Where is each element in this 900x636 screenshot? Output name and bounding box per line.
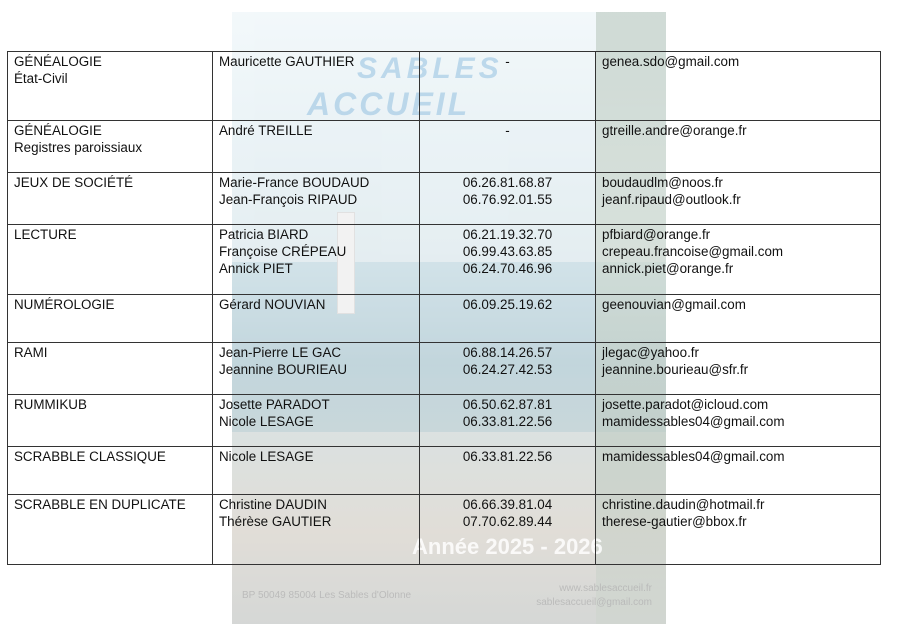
phone-number: 06.50.62.87.81 bbox=[462, 397, 553, 412]
activity-line: GÉNÉALOGIE bbox=[14, 123, 102, 138]
phone-number: 07.70.62.89.44 bbox=[462, 514, 553, 529]
phone-number: 06.76.92.01.55 bbox=[462, 192, 553, 207]
phone-number: 06.21.19.32.70 bbox=[462, 227, 553, 242]
phones-cell bbox=[420, 295, 596, 343]
emails-cell bbox=[596, 173, 881, 225]
phone-number: 06.99.43.63.85 bbox=[462, 244, 553, 259]
emails-cell bbox=[596, 225, 881, 295]
phone-number: 06.88.14.26.57 bbox=[462, 345, 553, 360]
contact-name: Mauricette GAUTHIER bbox=[219, 54, 355, 69]
activity-cell bbox=[8, 52, 213, 121]
activity-cell bbox=[8, 295, 213, 343]
contact-name: Thérèse GAUTIER bbox=[219, 514, 332, 529]
activities-table-body bbox=[8, 52, 881, 565]
contact-name: Patricia BIARD bbox=[219, 227, 309, 242]
phones-cell bbox=[420, 225, 596, 295]
poster-website: www.sablesaccueil.fr bbox=[559, 583, 652, 594]
table-row bbox=[8, 52, 881, 121]
phone-number: 06.33.81.22.56 bbox=[462, 449, 553, 464]
phone-number: 06.66.39.81.04 bbox=[462, 497, 553, 512]
table-row bbox=[8, 295, 881, 343]
activity-cell bbox=[8, 343, 213, 395]
poster-contact bbox=[536, 582, 652, 610]
emails-cell bbox=[596, 295, 881, 343]
phone-number: 06.24.70.46.96 bbox=[462, 261, 553, 276]
poster-email: sablesaccueil@gmail.com bbox=[536, 597, 652, 608]
contact-name: Josette PARADOT bbox=[219, 397, 330, 412]
activities-table bbox=[7, 51, 881, 565]
table-row bbox=[8, 121, 881, 173]
emails-cell bbox=[596, 52, 881, 121]
contact-name: Jean-François RIPAUD bbox=[219, 192, 358, 207]
table-row bbox=[8, 495, 881, 565]
email-address: boudaudlm@noos.fr bbox=[602, 175, 723, 190]
activity-cell bbox=[8, 121, 213, 173]
activity-cell bbox=[8, 225, 213, 295]
phone-number: 06.09.25.19.62 bbox=[462, 297, 553, 312]
activity-line: SCRABBLE CLASSIQUE bbox=[14, 449, 166, 464]
phones-cell bbox=[420, 121, 596, 173]
names-cell bbox=[213, 447, 420, 495]
table-row bbox=[8, 225, 881, 295]
activity-line: Registres paroissiaux bbox=[14, 140, 143, 155]
logo-text-top: SABLES bbox=[357, 52, 503, 85]
email-address: crepeau.francoise@gmail.com bbox=[602, 244, 784, 259]
activity-line: JEUX DE SOCIÉTÉ bbox=[14, 175, 134, 190]
email-address: gtreille.andre@orange.fr bbox=[602, 123, 747, 138]
phone-number: 06.24.27.42.53 bbox=[462, 362, 553, 377]
names-cell bbox=[213, 52, 420, 121]
activity-line: État-Civil bbox=[14, 71, 68, 86]
phone-number: 06.26.81.68.87 bbox=[462, 175, 553, 190]
email-address: josette.paradot@icloud.com bbox=[602, 397, 769, 412]
email-address: jeannine.bourieau@sfr.fr bbox=[602, 362, 749, 377]
email-address: geenouvian@gmail.com bbox=[602, 297, 746, 312]
names-cell bbox=[213, 295, 420, 343]
names-cell bbox=[213, 225, 420, 295]
email-address: pfbiard@orange.fr bbox=[602, 227, 711, 242]
email-address: jlegac@yahoo.fr bbox=[602, 345, 699, 360]
email-address: jeanf.ripaud@outlook.fr bbox=[602, 192, 741, 207]
phones-cell bbox=[420, 343, 596, 395]
table-row bbox=[8, 395, 881, 447]
activity-line: RUMMIKUB bbox=[14, 397, 87, 412]
contact-name: Jeannine BOURIEAU bbox=[219, 362, 348, 377]
emails-cell bbox=[596, 343, 881, 395]
activity-cell bbox=[8, 495, 213, 565]
activity-line: GÉNÉALOGIE bbox=[14, 54, 102, 69]
emails-cell bbox=[596, 121, 881, 173]
poster-year: Année 2025 - 2026 bbox=[412, 534, 603, 559]
email-address: therese-gautier@bbox.fr bbox=[602, 514, 747, 529]
emails-cell bbox=[596, 495, 881, 565]
phones-cell bbox=[420, 495, 596, 565]
phones-cell bbox=[420, 447, 596, 495]
email-address: mamidessables04@gmail.com bbox=[602, 449, 785, 464]
table-row bbox=[8, 173, 881, 225]
activity-line: RAMI bbox=[14, 345, 48, 360]
activity-line: LECTURE bbox=[14, 227, 77, 242]
names-cell bbox=[213, 343, 420, 395]
table-row bbox=[8, 447, 881, 495]
phones-cell bbox=[420, 395, 596, 447]
poster-address: BP 50049 85004 Les Sables d'Olonne bbox=[242, 590, 412, 601]
activity-cell bbox=[8, 395, 213, 447]
contact-name: Gérard NOUVIAN bbox=[219, 297, 326, 312]
activity-line: NUMÉROLOGIE bbox=[14, 297, 115, 312]
contact-name: André TREILLE bbox=[219, 123, 313, 138]
activity-cell bbox=[8, 173, 213, 225]
contact-name: Jean-Pierre LE GAC bbox=[219, 345, 342, 360]
emails-cell bbox=[596, 447, 881, 495]
contact-name: Nicole LESAGE bbox=[219, 449, 314, 464]
table-row bbox=[8, 343, 881, 395]
names-cell bbox=[213, 121, 420, 173]
email-address: annick.piet@orange.fr bbox=[602, 261, 734, 276]
phones-cell bbox=[420, 173, 596, 225]
email-address: christine.daudin@hotmail.fr bbox=[602, 497, 765, 512]
contact-name: Françoise CRÉPEAU bbox=[219, 244, 347, 259]
names-cell bbox=[213, 173, 420, 225]
phone-number: 06.33.81.22.56 bbox=[462, 414, 553, 429]
contact-name: Marie-France BOUDAUD bbox=[219, 175, 370, 190]
phone-number: - bbox=[505, 54, 510, 69]
contact-name: Christine DAUDIN bbox=[219, 497, 327, 512]
names-cell bbox=[213, 495, 420, 565]
names-cell bbox=[213, 395, 420, 447]
activity-line: SCRABBLE EN DUPLICATE bbox=[14, 497, 186, 512]
phones-cell bbox=[420, 52, 596, 121]
emails-cell bbox=[596, 395, 881, 447]
contact-name: Annick PIET bbox=[219, 261, 293, 276]
phone-number: - bbox=[505, 123, 510, 138]
activity-cell bbox=[8, 447, 213, 495]
contact-name: Nicole LESAGE bbox=[219, 414, 314, 429]
email-address: genea.sdo@gmail.com bbox=[602, 54, 740, 69]
logo-text-bottom: ACCUEIL bbox=[307, 86, 471, 122]
email-address: mamidessables04@gmail.com bbox=[602, 414, 785, 429]
